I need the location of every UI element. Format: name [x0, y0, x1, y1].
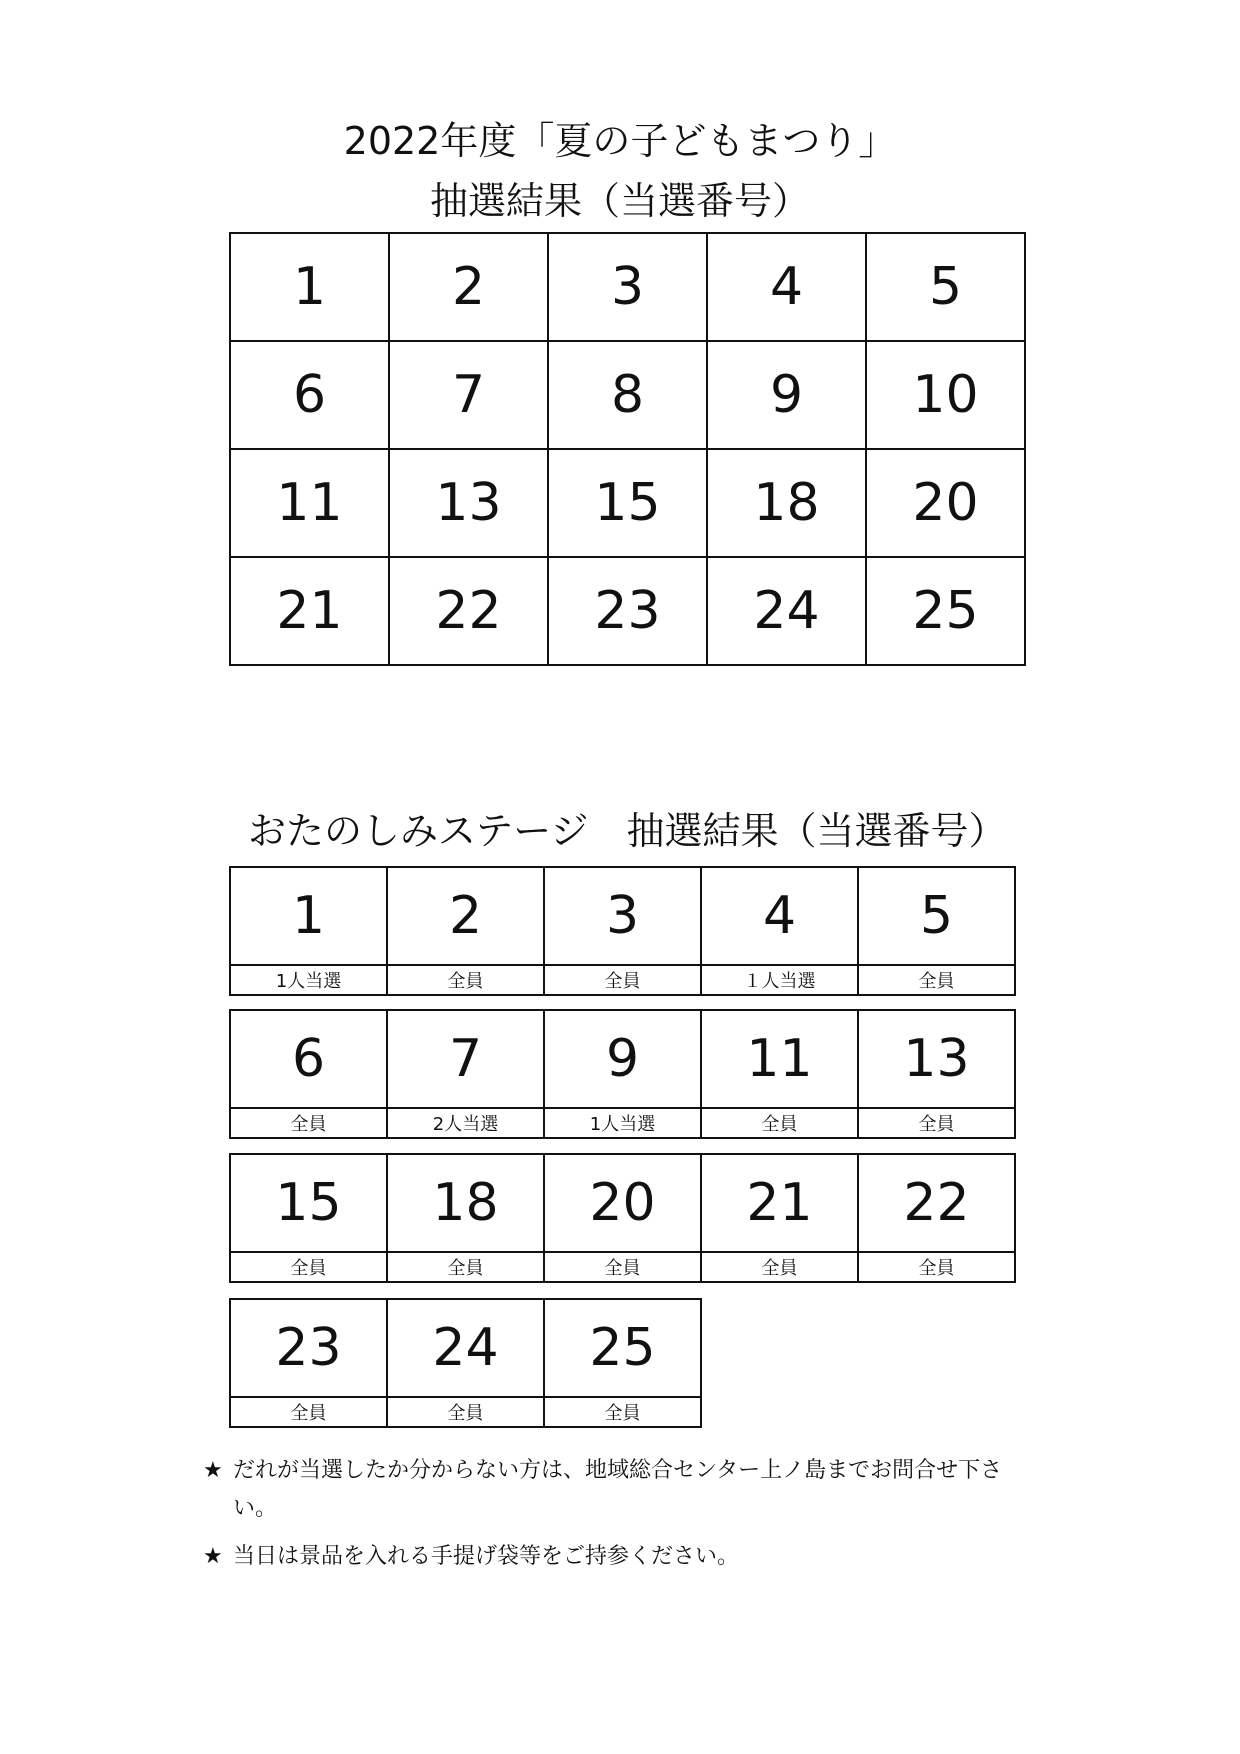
stage-cell	[857, 866, 1016, 996]
stage-winner-note: 全員	[918, 971, 955, 992]
stage-cell	[229, 866, 388, 996]
stage-winner-note: 全員	[604, 1403, 641, 1424]
stage-cell	[700, 1009, 859, 1139]
stage-number: 18	[388, 1155, 543, 1253]
stage-cell	[857, 1009, 1016, 1139]
stage-number: 6	[231, 1011, 386, 1109]
star-icon: ★	[203, 1458, 223, 1483]
note-item	[203, 1538, 1003, 1576]
stage-number: 9	[545, 1011, 700, 1109]
winning-number-cell: 4	[707, 233, 866, 341]
table-row	[230, 557, 1025, 665]
note-text: だれが当選したか分からない方は、地域総合センター上ノ島までお問合せ下さい。	[233, 1458, 1003, 1521]
stage-number: 22	[859, 1155, 1014, 1253]
stage-winner-note: 全員	[290, 1114, 327, 1135]
stage-winner-note: 全員	[290, 1403, 327, 1424]
stage-row	[229, 1153, 1016, 1283]
stage-number: 24	[388, 1300, 543, 1398]
note-item	[203, 1452, 1003, 1528]
winning-number-cell: 5	[866, 233, 1025, 341]
table-row	[230, 341, 1025, 449]
stage-winner-note: 全員	[447, 971, 484, 992]
stage-winner-note: 全員	[761, 1114, 798, 1135]
stage-cell	[700, 1153, 859, 1283]
stage-number: 2	[388, 868, 543, 966]
stage-cell	[386, 1153, 545, 1283]
winning-number-cell: 11	[230, 449, 389, 557]
stage-number: 11	[702, 1011, 857, 1109]
winning-number-cell: 8	[548, 341, 707, 449]
stage-winner-note: 全員	[447, 1258, 484, 1279]
winning-number-cell: 1	[230, 233, 389, 341]
winning-number-cell: 20	[866, 449, 1025, 557]
star-icon: ★	[203, 1544, 223, 1569]
stage-winner-note: 全員	[604, 1258, 641, 1279]
stage-cell	[543, 1298, 702, 1428]
page-title-line1: 2022年度「夏の子どもまつり」	[343, 119, 897, 163]
notes-section	[203, 1452, 1003, 1586]
stage-cell	[229, 1153, 388, 1283]
stage-section-title: おたのしみステージ 抽選結果（当選番号）	[248, 809, 1007, 853]
stage-row	[229, 1298, 702, 1428]
winning-number-cell: 9	[707, 341, 866, 449]
winning-number-cell: 10	[866, 341, 1025, 449]
stage-number: 23	[231, 1300, 386, 1398]
stage-number: 13	[859, 1011, 1014, 1109]
winning-number-cell: 25	[866, 557, 1025, 665]
winning-number-cell: 18	[707, 449, 866, 557]
stage-winner-note: 全員	[918, 1258, 955, 1279]
stage-number: 25	[545, 1300, 700, 1398]
stage-winner-note: 全員	[290, 1258, 327, 1279]
winning-number-cell: 15	[548, 449, 707, 557]
stage-winner-note: 1人当選	[275, 971, 342, 992]
winning-number-cell: 24	[707, 557, 866, 665]
stage-winner-note: 全員	[761, 1258, 798, 1279]
stage-winner-note: 2人当選	[432, 1114, 499, 1135]
stage-winner-note: １人当選	[743, 971, 816, 992]
stage-number: 1	[231, 868, 386, 966]
stage-cell	[386, 866, 545, 996]
table-row	[230, 449, 1025, 557]
stage-cell	[543, 866, 702, 996]
stage-winner-note: 全員	[604, 971, 641, 992]
winning-number-cell: 22	[389, 557, 548, 665]
stage-cell	[857, 1153, 1016, 1283]
stage-cell	[386, 1298, 545, 1428]
stage-winner-note: 全員	[918, 1114, 955, 1135]
winning-number-cell: 21	[230, 557, 389, 665]
stage-number: 4	[702, 868, 857, 966]
stage-cell	[543, 1153, 702, 1283]
stage-number: 7	[388, 1011, 543, 1109]
winning-number-cell: 23	[548, 557, 707, 665]
winning-number-cell: 3	[548, 233, 707, 341]
lottery-results-table	[229, 232, 1026, 666]
stage-number: 3	[545, 868, 700, 966]
stage-winner-note: 1人当選	[589, 1114, 656, 1135]
winning-number-cell: 7	[389, 341, 548, 449]
page-title-line2: 抽選結果（当選番号）	[429, 179, 810, 223]
table-row	[230, 233, 1025, 341]
winning-number-cell: 6	[230, 341, 389, 449]
winning-number-cell: 2	[389, 233, 548, 341]
winning-number-cell: 13	[389, 449, 548, 557]
stage-row	[229, 866, 1016, 996]
stage-number: 20	[545, 1155, 700, 1253]
stage-number: 5	[859, 868, 1014, 966]
stage-number: 21	[702, 1155, 857, 1253]
note-text: 当日は景品を入れる手提げ袋等をご持参ください。	[233, 1544, 740, 1569]
stage-cell	[543, 1009, 702, 1139]
stage-cell	[229, 1298, 388, 1428]
stage-cell	[386, 1009, 545, 1139]
stage-cell	[700, 866, 859, 996]
stage-winner-note: 全員	[447, 1403, 484, 1424]
stage-cell	[229, 1009, 388, 1139]
stage-number: 15	[231, 1155, 386, 1253]
stage-row	[229, 1009, 1016, 1139]
